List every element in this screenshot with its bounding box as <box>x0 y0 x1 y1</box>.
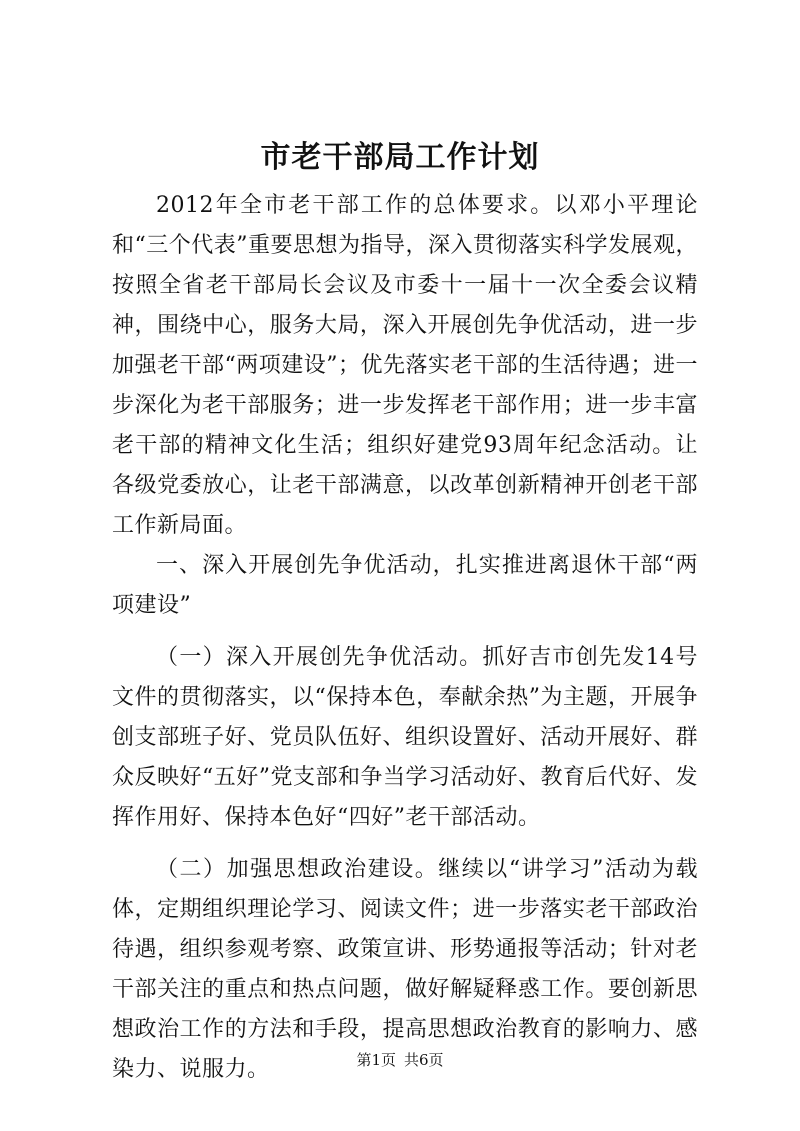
paragraph-subsection-1: （一）深入开展创先争优活动。抓好吉市创先发14号文件的贯彻落实，以“保持本色，奉献余热”为主题，开展争创支部班子好、党员队伍好、组织设置好、活动开展好、群众反映好“五好”党支部和争当学习活动好、教育后代好、发挥作用好、保持本色好“四好”老干部活动。 <box>112 645 698 830</box>
document-body <box>112 186 698 1090</box>
page-number: 第1页 <box>356 1051 396 1069</box>
paragraph-overview: 2012年全市老干部工作的总体要求。以邓小平理论和“三个代表”重要思想为指导，深入贯彻落实科学发展观，按照全省老干部局长会议及市委十一届十一次全委会议精神，围绕中心，服务大局，深入开展创先争优活动，进一步加强老干部“两项建设”；优先落实老干部的生活待遇；进一步深化为老干部服务；进一步发挥老干部作用；进一步丰富老干部的精神文化生活；组织好建党93周年纪念活动。让各级党委放心，让老干部满意，以改革创新精神开创老干部工作新局面。 <box>112 193 698 538</box>
document-title: 市老干部局工作计划 <box>260 140 540 175</box>
page-footer <box>0 1050 800 1070</box>
section-heading-1: 一、深入开展创先争优活动，扎实推进离退休干部“两项建设” <box>112 553 698 618</box>
paragraph-subsection-2: （二）加强思想政治建设。继续以“讲学习”活动为载体，定期组织理论学习、阅读文件；进一步落实老干部政治待遇，组织参观考察、政策宣讲、形势通报等活动；针对老干部关注的重点和热点问题，做好解疑释惑工作。要创新思想政治工作的方法和手段，提高思想政治教育的影响力、感染力、说服力。 <box>112 857 698 1082</box>
page-total: 共6页 <box>404 1051 444 1069</box>
